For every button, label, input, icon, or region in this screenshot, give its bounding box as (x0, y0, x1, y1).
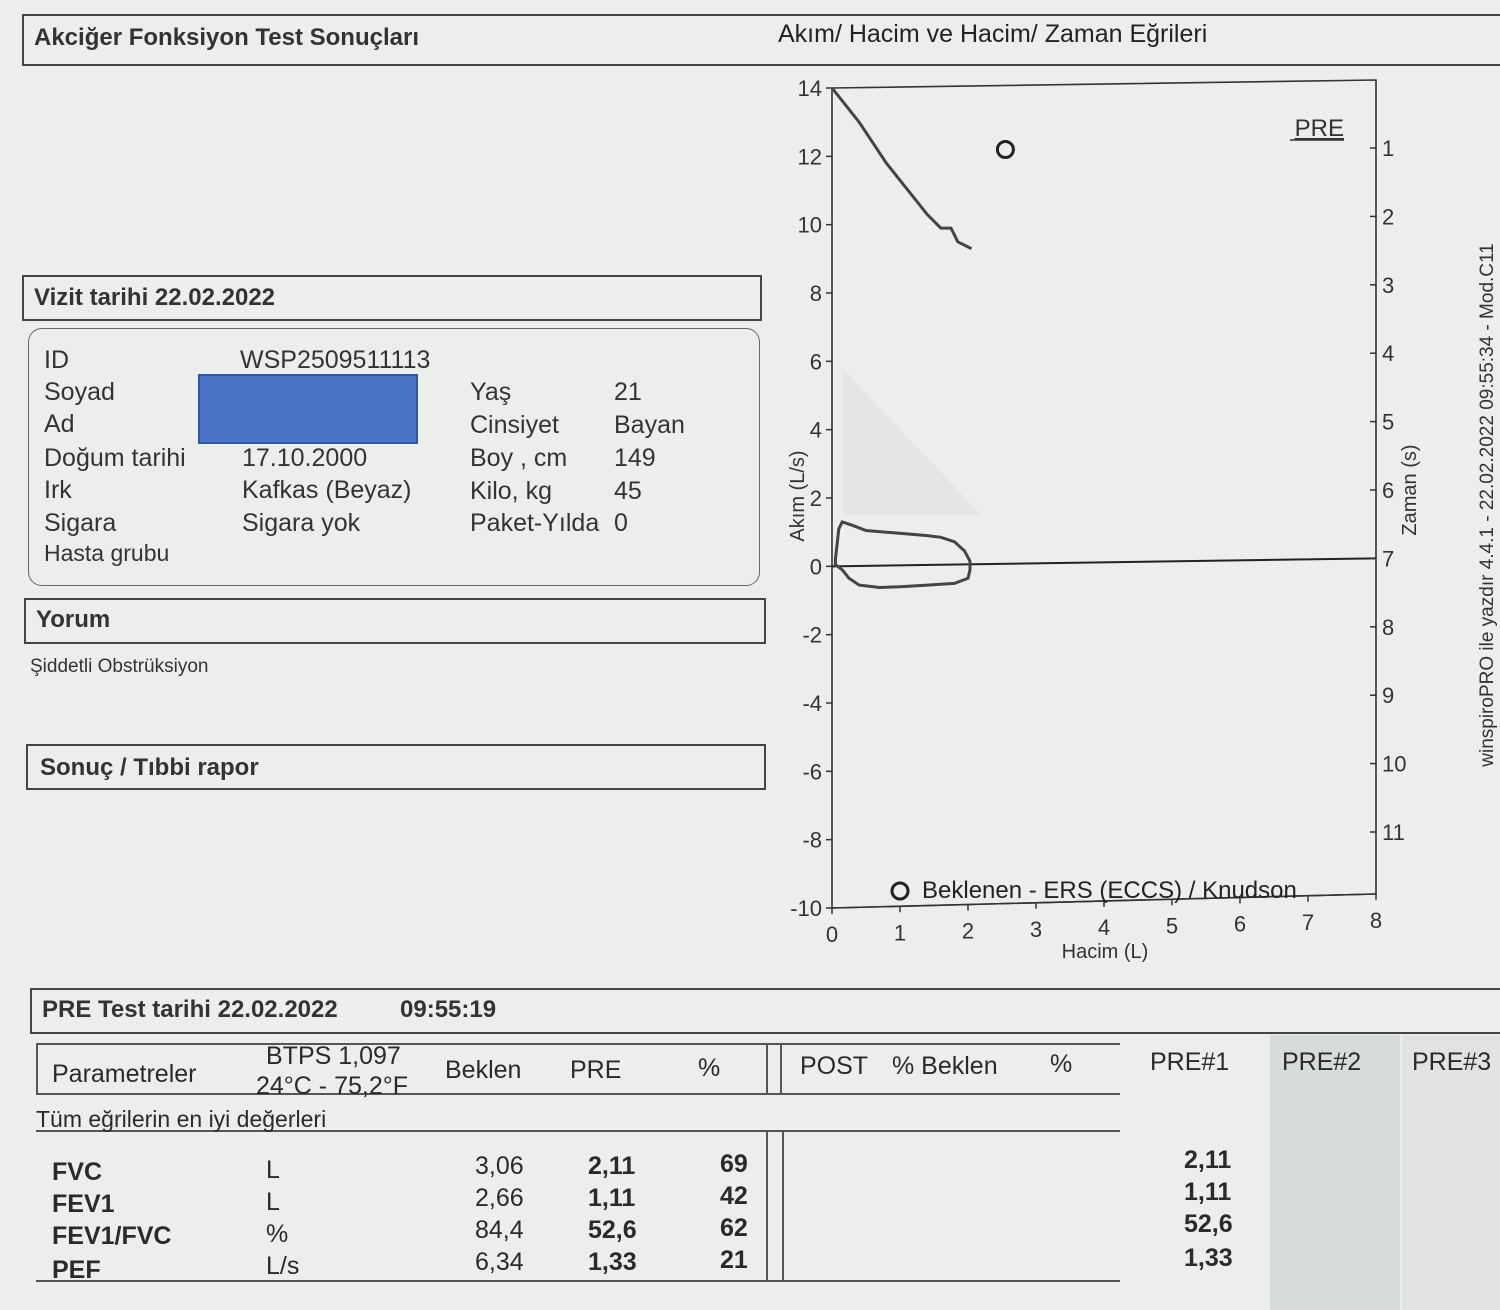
param-pct: 21 (720, 1246, 748, 1274)
page-title: Akciğer Fonksiyon Test Sonuçları (34, 24, 419, 51)
y2-tick-label: 2 (1382, 204, 1395, 230)
x-tick-label: 7 (1301, 909, 1315, 935)
col-header-post: POST (800, 1052, 869, 1080)
y2-tick-label: 4 (1382, 341, 1395, 367)
comment-header: Yorum (36, 606, 111, 633)
y2-tick-label: 11 (1382, 820, 1405, 845)
param-unit: % (266, 1220, 289, 1248)
y-tick-label: 2 (809, 486, 822, 511)
y-tick-label: -4 (802, 691, 822, 716)
param-pred: 3,06 (475, 1152, 524, 1180)
age-value: 21 (614, 378, 642, 406)
col-header-pre3: PRE#3 (1412, 1048, 1492, 1076)
param-pred: 6,34 (475, 1248, 524, 1276)
table-subheader: Tüm eğrilerin en iyi değerleri (36, 1106, 327, 1132)
visit-date: Vizit tarihi 22.02.2022 (34, 284, 276, 311)
y-tick-label: 4 (809, 417, 822, 443)
print-info-side-text: winspiroPRO ile yazdır 4.4.1 - 22.02.2022 09:55:34 - Mod.C11 (1477, 243, 1498, 767)
y2-tick-label: 8 (1382, 614, 1395, 640)
table-frame-left (36, 1044, 38, 1094)
redacted-name-block (198, 374, 418, 444)
param-pct: 42 (720, 1182, 748, 1210)
param-pre: 1,11 (588, 1184, 636, 1212)
height-label: Boy , cm (470, 444, 568, 472)
y-tick-label: -6 (802, 759, 822, 785)
x-tick-label: 5 (1165, 913, 1179, 939)
x-tick-label: 3 (1029, 916, 1043, 942)
param-pre1: 1,33 (1184, 1244, 1233, 1272)
col-header-temp: 24°C - 75,2°F (256, 1072, 409, 1100)
id-label: ID (44, 346, 69, 374)
zero-line (832, 558, 1376, 566)
legend-text: Beklenen - ERS (ECCS) / Knudson (922, 877, 1297, 904)
y-tick-label: -10 (790, 896, 822, 921)
param-pre1: 1,11 (1184, 1178, 1232, 1206)
param-pre: 2,11 (588, 1152, 636, 1180)
dob-value: 17.10.2000 (242, 444, 368, 472)
param-unit: L/s (266, 1252, 300, 1280)
x-tick-label: 6 (1233, 911, 1247, 937)
x-tick-label: 0 (825, 922, 839, 947)
volume-time-curve (832, 88, 971, 249)
y2-tick-label: 6 (1382, 478, 1395, 503)
param-pre: 1,33 (588, 1248, 637, 1276)
predicted-pef-marker (997, 142, 1013, 158)
race-value: Kafkas (Beyaz) (242, 476, 412, 504)
param-unit: L (266, 1156, 280, 1184)
sex-label: Cinsiyet (470, 411, 559, 439)
age-label: Yaş (470, 378, 512, 406)
comment-box (24, 598, 766, 644)
predicted-shade (842, 368, 981, 515)
comment-text: Şiddetli Obstrüksiyon (30, 656, 209, 677)
y-tick-label: -2 (802, 622, 822, 648)
surname-label: Soyad (44, 378, 115, 406)
param-pred: 2,66 (475, 1184, 524, 1212)
pack-year-label: Paket-Yılda (470, 509, 600, 537)
y-tick-label: 6 (809, 349, 822, 375)
y-tick-label: 10 (797, 212, 822, 238)
y2-tick-label: 5 (1382, 409, 1395, 435)
col-header-pct2: % (1050, 1050, 1073, 1078)
param-pre: 52,6 (588, 1216, 637, 1244)
y2-axis-label: Zaman (s) (1399, 444, 1421, 536)
col-header-param: Parametreler (52, 1060, 197, 1088)
y-tick-label: 12 (797, 144, 822, 170)
smoking-value: Sigara yok (242, 509, 361, 537)
y2-tick-label: 9 (1382, 683, 1395, 709)
table-divider-3 (766, 1132, 768, 1282)
x-tick-label: 1 (893, 920, 907, 946)
param-name: FEV1 (52, 1190, 115, 1218)
series-label: PRE (1294, 115, 1344, 142)
table-header-line (36, 1093, 1120, 1095)
col-header-pct: % (698, 1054, 721, 1082)
table-bottom-line (36, 1280, 1120, 1282)
table-divider-2 (780, 1043, 782, 1095)
param-pred: 84,4 (475, 1216, 524, 1244)
y2-tick-label: 10 (1382, 751, 1407, 777)
col-header-btps: BTPS 1,097 (266, 1042, 401, 1070)
col-header-pre2: PRE#2 (1282, 1048, 1362, 1076)
y2-tick-label: 7 (1382, 546, 1395, 572)
id-value: WSP2509511113 (240, 346, 431, 374)
param-unit: L (266, 1188, 280, 1216)
group-label: Hasta grubu (44, 540, 170, 566)
y-tick-label: 0 (809, 554, 822, 580)
weight-value: 45 (614, 477, 642, 505)
param-name: PEF (52, 1256, 101, 1284)
param-pct: 62 (720, 1214, 748, 1242)
col-header-pre1: PRE#1 (1150, 1048, 1230, 1076)
param-pct: 69 (720, 1150, 748, 1178)
y-axis-label: Akım (L/s) (787, 450, 809, 542)
weight-label: Kilo, kg (470, 477, 552, 505)
flow-volume-chart (760, 70, 1500, 970)
x-tick-label: 2 (961, 918, 975, 944)
x-tick-label: 8 (1369, 908, 1383, 933)
dob-label: Doğum tarihi (44, 444, 186, 472)
table-top-line (36, 1043, 1120, 1045)
y-tick-label: 14 (797, 76, 822, 101)
flow-volume-loop (835, 522, 970, 588)
name-label: Ad (44, 410, 75, 438)
chart-title: Akım/ Hacim ve Hacim/ Zaman Eğrileri (778, 20, 1208, 48)
param-name: FEV1/FVC (52, 1222, 172, 1250)
height-value: 149 (614, 444, 656, 472)
report-header: Sonuç / Tıbbi rapor (40, 754, 259, 781)
sex-value: Bayan (614, 411, 685, 439)
y-tick-label: 8 (809, 281, 822, 306)
param-pre1: 2,11 (1184, 1146, 1232, 1174)
param-pre1: 52,6 (1184, 1210, 1233, 1238)
col-header-pre: PRE (570, 1056, 622, 1084)
col-header-pred: Beklen (445, 1056, 522, 1084)
legend-marker-icon (892, 883, 908, 899)
x-axis-label: Hacim (L) (1061, 941, 1149, 963)
x-tick-label: 4 (1097, 915, 1111, 940)
test-time: 09:55:19 (400, 996, 497, 1023)
pack-year-value: 0 (614, 509, 628, 537)
y2-tick-label: 3 (1382, 272, 1395, 298)
y-tick-label: -8 (802, 827, 822, 853)
param-name: FVC (52, 1158, 102, 1186)
race-label: Irk (44, 476, 72, 504)
test-date: PRE Test tarihi 22.02.2022 (42, 996, 338, 1023)
table-divider-1 (766, 1043, 768, 1095)
col-header-pct-pred: % Beklen (892, 1052, 998, 1080)
table-divider-4 (782, 1132, 784, 1282)
smoking-label: Sigara (44, 509, 117, 537)
y2-tick-label: 1 (1382, 136, 1395, 161)
